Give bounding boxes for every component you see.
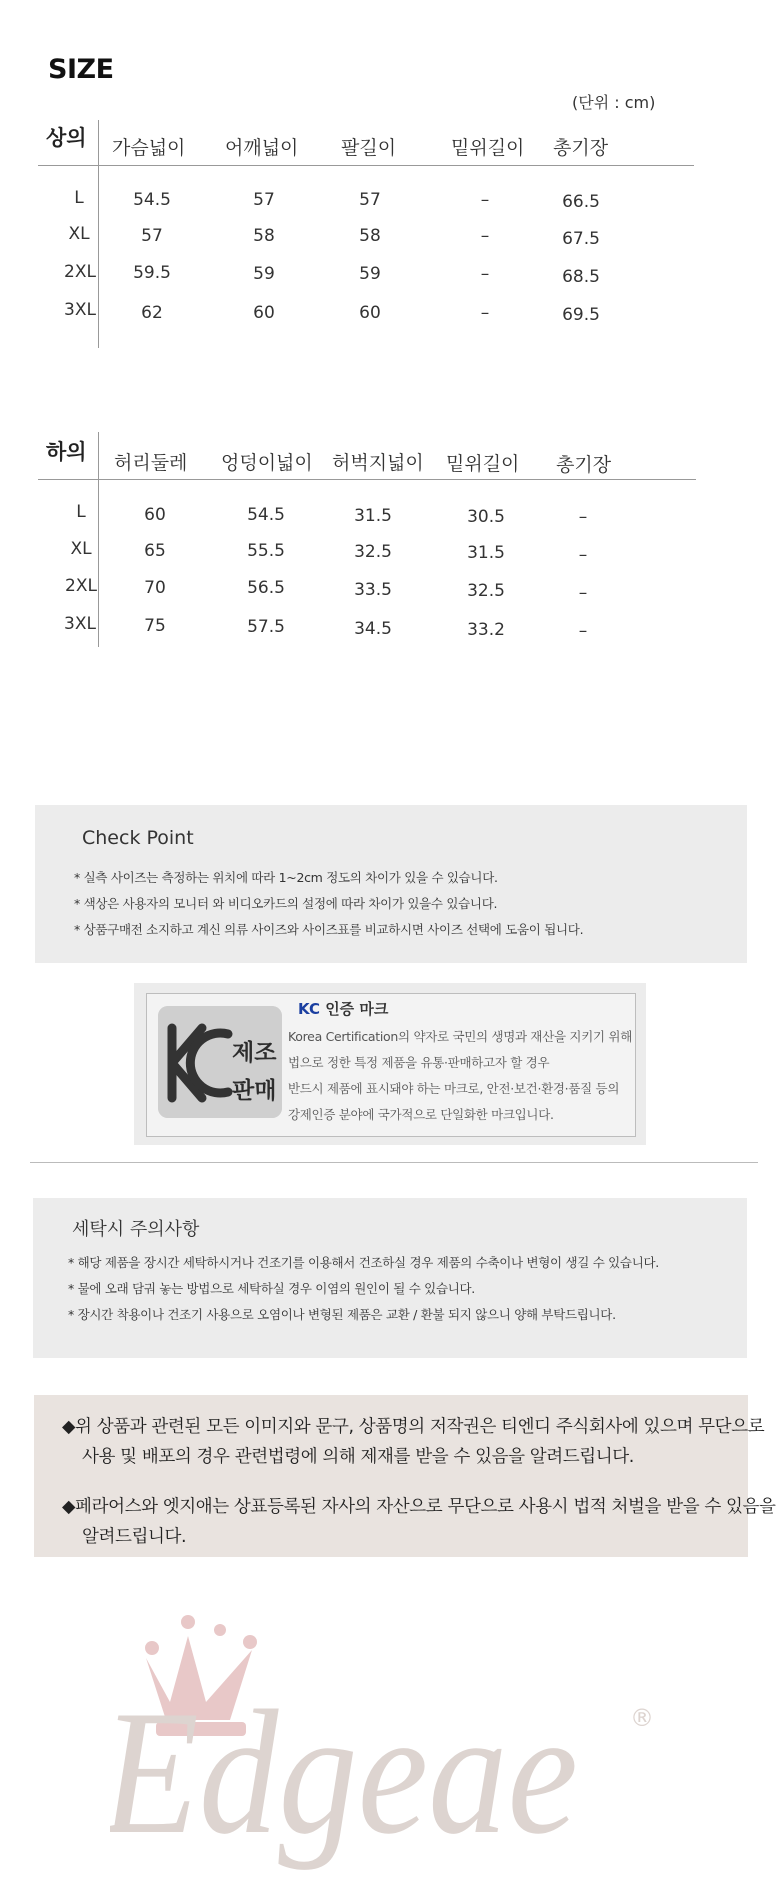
trademark-notice-line: 알려드립니다. bbox=[82, 1527, 187, 1547]
table-cell: 56.5 bbox=[247, 578, 285, 598]
kc-heading-prefix: KC bbox=[298, 1000, 320, 1018]
unit-label: (단위 : cm) bbox=[572, 93, 656, 112]
trademark-notice-line: ◆페라어스와 엣지애는 상표등록된 자사의 자산으로 무단으로 사용시 법적 처벌을 받을 수 있음을 bbox=[62, 1497, 776, 1517]
table-cell: 57 bbox=[359, 190, 381, 210]
kc-logo-text-line2: 판매 bbox=[232, 1078, 277, 1104]
table-cell: 31.5 bbox=[354, 506, 392, 526]
washing-caution-item: * 장시간 착용이나 건조기 사용으로 오염이나 변형된 제품은 교환 / 환불 되지 않으니 양해 부탁드립니다. bbox=[68, 1307, 616, 1322]
table-cell: 65 bbox=[144, 541, 166, 561]
table-cell: 54.5 bbox=[133, 190, 171, 210]
table-cell: 69.5 bbox=[562, 305, 600, 325]
table-cell: – bbox=[480, 264, 490, 284]
table-cell: 60 bbox=[359, 303, 381, 323]
table-cell: 55.5 bbox=[247, 541, 285, 561]
table-cell: 57 bbox=[253, 190, 275, 210]
table-cell: 59 bbox=[253, 264, 275, 284]
registered-mark: ® bbox=[630, 1704, 654, 1732]
section-divider bbox=[30, 1162, 758, 1163]
size-label: XL bbox=[70, 539, 92, 559]
size-label: 3XL bbox=[64, 300, 96, 320]
table-cell: 57.5 bbox=[247, 617, 285, 637]
table-cell: 70 bbox=[144, 578, 166, 598]
table-cell: 75 bbox=[144, 616, 166, 636]
bottom-table-category: 하의 bbox=[46, 440, 87, 464]
size-label: L bbox=[76, 502, 86, 522]
table-cell: – bbox=[480, 190, 490, 210]
table-cell: 34.5 bbox=[354, 619, 392, 639]
check-point-item: * 상품구매전 소지하고 계신 의류 사이즈와 사이즈표를 비교하시면 사이즈 선택에 도움이 됩니다. bbox=[74, 922, 584, 937]
table-cell: 62 bbox=[141, 303, 163, 323]
copyright-notice-line: ◆위 상품과 관련된 모든 이미지와 문구, 상품명의 저작권은 티엔디 주식회사에 있으며 무단으로 bbox=[62, 1417, 765, 1437]
table-cell: 60 bbox=[144, 505, 166, 525]
table-cell: 57 bbox=[141, 226, 163, 246]
kc-description-line: 반드시 제품에 표시돼야 하는 마크로, 안전·보건·환경·품질 등의 bbox=[288, 1081, 620, 1096]
size-label: XL bbox=[68, 224, 90, 244]
copyright-notice-line: 사용 및 배포의 경우 관련법령에 의해 제재를 받을 수 있음을 알려드립니다. bbox=[82, 1447, 634, 1467]
bottom-header-length: 총기장 bbox=[556, 454, 612, 476]
top-table-category: 상의 bbox=[46, 126, 87, 150]
table-cell: 31.5 bbox=[467, 543, 505, 563]
table-cell: 68.5 bbox=[562, 267, 600, 287]
bottom-table-header-rule bbox=[38, 479, 696, 480]
size-title: SIZE bbox=[48, 54, 114, 85]
kc-description-line: 법으로 정한 특정 제품을 유통·판매하고자 할 경우 bbox=[288, 1055, 550, 1070]
kc-logo-text-line1: 제조 bbox=[232, 1040, 277, 1066]
washing-caution-item: * 해당 제품을 장시간 세탁하시거나 건조기를 이용해서 건조하실 경우 제품의 수축이나 변형이 생길 수 있습니다. bbox=[68, 1255, 659, 1270]
brand-wordmark: Edgeae bbox=[110, 1673, 579, 1871]
table-cell: 60 bbox=[253, 303, 275, 323]
table-cell: 58 bbox=[359, 226, 381, 246]
table-cell: 30.5 bbox=[467, 507, 505, 527]
kc-description-line: Korea Certification의 약자로 국민의 생명과 재산을 지키기 위해 bbox=[288, 1029, 632, 1044]
bottom-header-rise: 밑위길이 bbox=[446, 453, 520, 475]
kc-logo-icon bbox=[158, 1006, 282, 1118]
top-header-length: 총기장 bbox=[553, 137, 609, 159]
kc-description-line: 강제인증 분야에 국가적으로 단일화한 마크입니다. bbox=[288, 1107, 554, 1122]
table-cell: – bbox=[480, 303, 490, 323]
table-cell: 67.5 bbox=[562, 229, 600, 249]
size-label: 3XL bbox=[64, 614, 96, 634]
size-label: L bbox=[74, 188, 84, 208]
kc-heading-rest: 인증 마크 bbox=[319, 1000, 389, 1018]
check-point-item: * 실측 사이즈는 측정하는 위치에 따라 1~2cm 정도의 차이가 있을 수 있습니다. bbox=[74, 870, 498, 885]
table-cell: 66.5 bbox=[562, 192, 600, 212]
kc-heading bbox=[298, 998, 388, 1019]
top-header-chest: 가슴넓이 bbox=[112, 137, 186, 159]
table-cell: 32.5 bbox=[467, 581, 505, 601]
check-point-title: Check Point bbox=[82, 827, 194, 849]
table-cell: 33.5 bbox=[354, 580, 392, 600]
check-point-item: * 색상은 사용자의 모니터 와 비디오카드의 설정에 따라 차이가 있을수 있습니다. bbox=[74, 896, 498, 911]
bottom-header-thigh: 허벅지넓이 bbox=[332, 452, 424, 474]
bottom-header-waist: 허리둘레 bbox=[114, 452, 188, 474]
table-cell: – bbox=[578, 621, 588, 641]
top-table-header-rule bbox=[38, 165, 694, 166]
table-cell: 58 bbox=[253, 226, 275, 246]
washing-caution-item: * 물에 오래 담궈 놓는 방법으로 세탁하실 경우 이염의 원인이 될 수 있습니다. bbox=[68, 1281, 475, 1296]
size-label: 2XL bbox=[65, 576, 97, 596]
table-cell: 54.5 bbox=[247, 505, 285, 525]
brand-logo bbox=[110, 1610, 670, 1890]
table-cell: 33.2 bbox=[467, 620, 505, 640]
top-header-sleeve: 팔길이 bbox=[341, 137, 397, 159]
table-cell: 59 bbox=[359, 264, 381, 284]
table-cell: – bbox=[480, 226, 490, 246]
table-cell: – bbox=[578, 545, 588, 565]
table-cell: 59.5 bbox=[133, 263, 171, 283]
table-cell: – bbox=[578, 507, 588, 527]
table-cell: 32.5 bbox=[354, 542, 392, 562]
table-cell: – bbox=[578, 583, 588, 603]
top-header-shoulder: 어깨넓이 bbox=[225, 137, 299, 159]
top-header-rise: 밑위길이 bbox=[451, 137, 525, 159]
size-label: 2XL bbox=[64, 262, 96, 282]
bottom-header-hip: 엉덩이넓이 bbox=[221, 452, 313, 474]
washing-caution-title: 세탁시 주의사항 bbox=[72, 1219, 200, 1240]
